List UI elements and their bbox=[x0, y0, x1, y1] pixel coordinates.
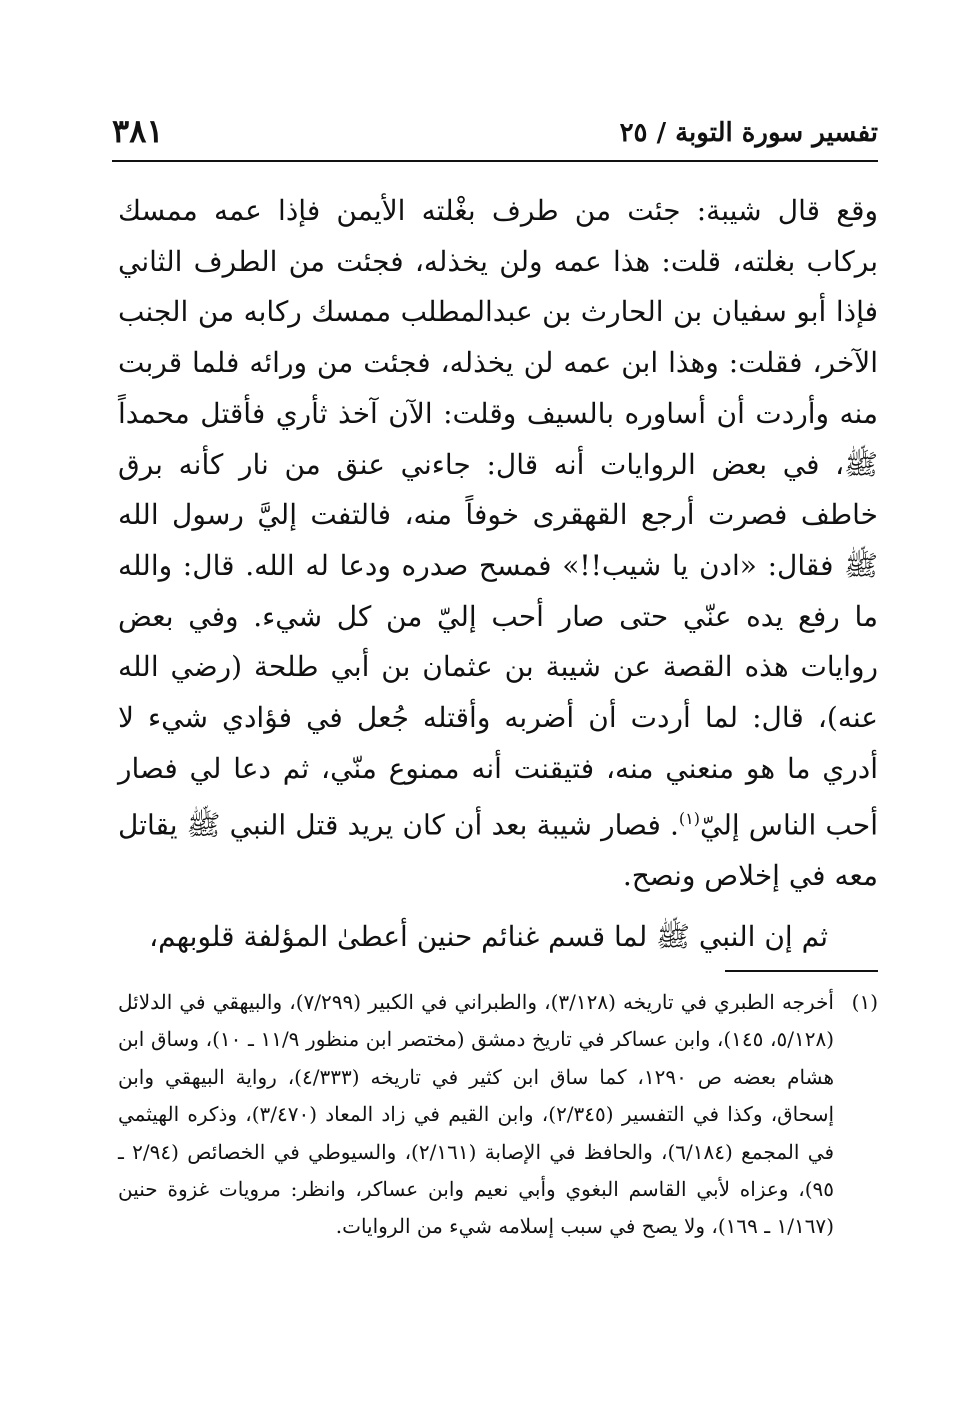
footnote-reference: (١) bbox=[678, 809, 700, 829]
header-rule bbox=[112, 160, 878, 162]
running-title: تفسير سورة التوبة / ٢٥ bbox=[619, 118, 878, 148]
paragraph bbox=[118, 186, 878, 902]
footnote bbox=[118, 984, 878, 1246]
page-header bbox=[112, 112, 878, 162]
paragraph-text-end: . فصار شيبة بعد أن كان يريد قتل النبي ﷺ يقاتل معه في إخلاص ونصح. bbox=[118, 808, 878, 893]
footnotes bbox=[118, 984, 878, 1246]
page-number: ٣٨١ bbox=[112, 112, 164, 150]
paragraph: ثم إن النبي ﷺ لما قسم غنائم حنين أعطىٰ المؤلفة قلوبهم، bbox=[149, 920, 828, 954]
footnote-separator bbox=[725, 970, 878, 972]
footnote-text: أخرجه الطبري في تاريخه (٣/١٢٨)، والطبراني في الكبير (٧/٢٩٩)، والبيهقي في الدلائل (٥/١٢٨، ١٤٥)، وابن عساكر في تاريخ دمشق (مختصر ابن منظور ١١/٩ ـ ١٠)، وساق ابن هشام بعضه ص ١٢٩٠، كما ساق ابن كثير في تاريخه (٤/٣٣٣)، رواية البيهقي وابن إسحاق، وكذا في التفسير (٢/٣٤٥)، وابن القيم في زاد المعاد (٣/٤٧٠)، وذكره الهيثمي في المجمع (٦/١٨٤)، والحافظ في الإصابة (٢/١٦١)، والسيوطي في الخصائص (٢/٩٤ ـ ٩٥)، وعزاه لأبي القاسم البغوي وأبي نعيم وابن عساكر، وانظر: مرويات غزوة حنين (١/١٦٧ ـ ١٦٩)، ولا يصح في سبب إسلامه شيء من الروايات. bbox=[118, 990, 835, 1239]
paragraph-text: وقع قال شيبة: جئت من طرف بغْلته الأيمن فإذا عمه ممسك بركاب بغلته، قلت: هذا عمه ولن يخذله، فجئت من الطرف الثاني فإذا أبو سفيان بن الحارث بن عبدالمطلب ممسك ركابه من الجنب الآخر، فقلت: وهذا ابن عمه لن يخذله، فجئت من ورائه فلما قربت منه وأردت أن أساوره بالسيف وقلت: الآن آخذ ثأري فأقتل محمداً ﷺ، في بعض الروايات أنه قال: جاءني عنق من نار كأنه برق خاطف فصرت أرجع القهقرى خوفاً منه، فالتفت إليَّ رسول الله ﷺ فقال: «ادن يا شيب!!» فمسح صدره ودعا له الله. قال: والله ما رفع يده عنّي حتى صار أحب إليّ من كل شيء. وفي بعض روايات هذه القصة عن شيبة بن عثمان بن أبي طلحة (رضي الله عنه)، قال: لما أردت أن أضربه وأقتله جُعل في فؤادي شيء لا أدري ما هو منعني منه، فتيقنت أنه ممنوع منّي، ثم دعا لي فصار أحب الناس إليّ bbox=[118, 194, 879, 842]
main-text bbox=[118, 186, 878, 963]
footnote-marker: (١) bbox=[851, 990, 878, 1014]
